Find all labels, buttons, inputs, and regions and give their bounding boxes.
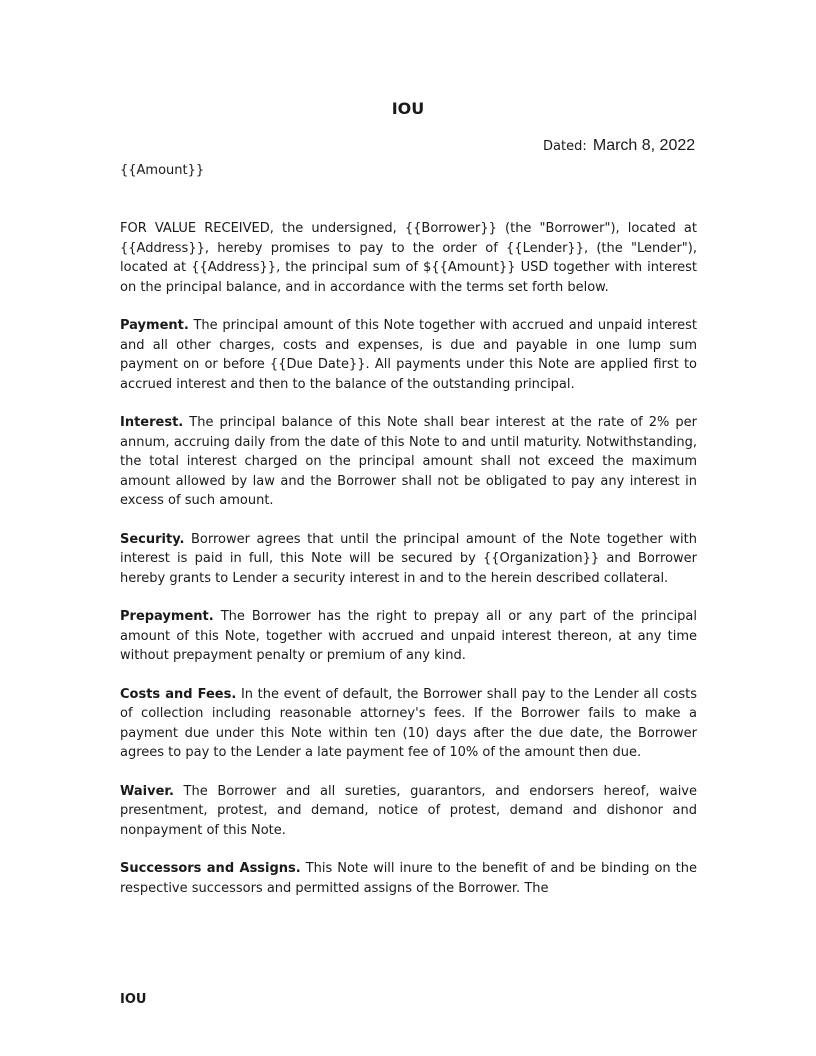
paragraph-interest xyxy=(120,413,697,511)
paragraph-heading: Payment. xyxy=(120,318,189,333)
paragraph-payment xyxy=(120,316,697,394)
dated-value: March 8, 2022 xyxy=(592,137,696,154)
paragraph-prepayment xyxy=(120,607,697,666)
paragraph-heading: Security. xyxy=(120,531,185,547)
paragraph-heading: Costs and Fees. xyxy=(120,686,237,702)
paragraph-text: The principal amount of this Note together with accrued and unpaid interest and all other charges, costs and expenses, is due and payable in one lump sum payment on or before {{Due Date}}. All payments under this Note are applied first to accrued interest and then to the balance of the outstanding principal. xyxy=(120,318,697,392)
paragraph-security xyxy=(120,530,697,589)
paragraph-text: Borrower agrees that until the principal amount of the Note together with interest is paid in full, this Note will be secured by {{Organization}} and Borrower hereby grants to Lender a security interest in and to the herein described collateral. xyxy=(120,531,697,586)
paragraph-heading: Waiver. xyxy=(120,783,174,799)
paragraph-waiver xyxy=(120,782,697,841)
paragraph-value-received xyxy=(120,219,697,297)
paragraph-text: FOR VALUE RECEIVED, the undersigned, {{Borrower}} (the "Borrower"), located at {{Address}}, hereby promises to pay to the order of {{Lender}}, (the "Lender"), located at {{Address}}, the principal sum of ${{Amount}} USD together with interest on the principal balance, and in accordance with the terms set forth below. xyxy=(120,221,697,295)
page-footer: IOU xyxy=(120,992,147,1007)
dated-label: Dated: xyxy=(543,139,587,154)
paragraph-text: The principal balance of this Note shall bear interest at the rate of 2% per annum, accruing daily from the date of this Note to and until maturity. Notwithstanding, the total interest charged on the principal amount shall not exceed the maximum amount allowed by law and the Borrower shall not be obligated to pay any interest in excess of such amount. xyxy=(120,415,697,508)
document-body xyxy=(120,219,697,917)
paragraph-text: The Borrower has the right to prepay all or any part of the principal amount of this Note, together with accrued and unpaid interest thereon, at any time without prepayment penalty or premium of any kind. xyxy=(120,609,697,663)
paragraph-text: In the event of default, the Borrower shall pay to the Lender all costs of collection including reasonable attorney's fees. If the Borrower fails to make a payment due under this Note within ten (10) days after the due date, the Borrower agrees to pay to the Lender a late payment fee of 10% of the amount then due. xyxy=(120,686,697,760)
document-title: IOU xyxy=(391,99,425,118)
paragraph-text: The Borrower and all sureties, guarantors, and endorsers hereof, waive presentment, protest, and demand, notice of protest, demand and dishonor and nonpayment of this Note. xyxy=(120,783,697,838)
paragraph-heading: Successors and Assigns. xyxy=(120,861,301,876)
paragraph-heading: Interest. xyxy=(120,415,184,430)
paragraph-costs-and-fees xyxy=(120,685,697,763)
paragraph-heading: Prepayment. xyxy=(120,609,214,624)
amount-placeholder: {{Amount}} xyxy=(120,163,205,178)
paragraph-successors-and-assigns xyxy=(120,859,697,898)
paragraph-text: This Note will inure to the benefit of and be binding on the respective successors and permitted assigns of the Borrower. The xyxy=(120,861,697,896)
dated-line xyxy=(543,137,695,155)
